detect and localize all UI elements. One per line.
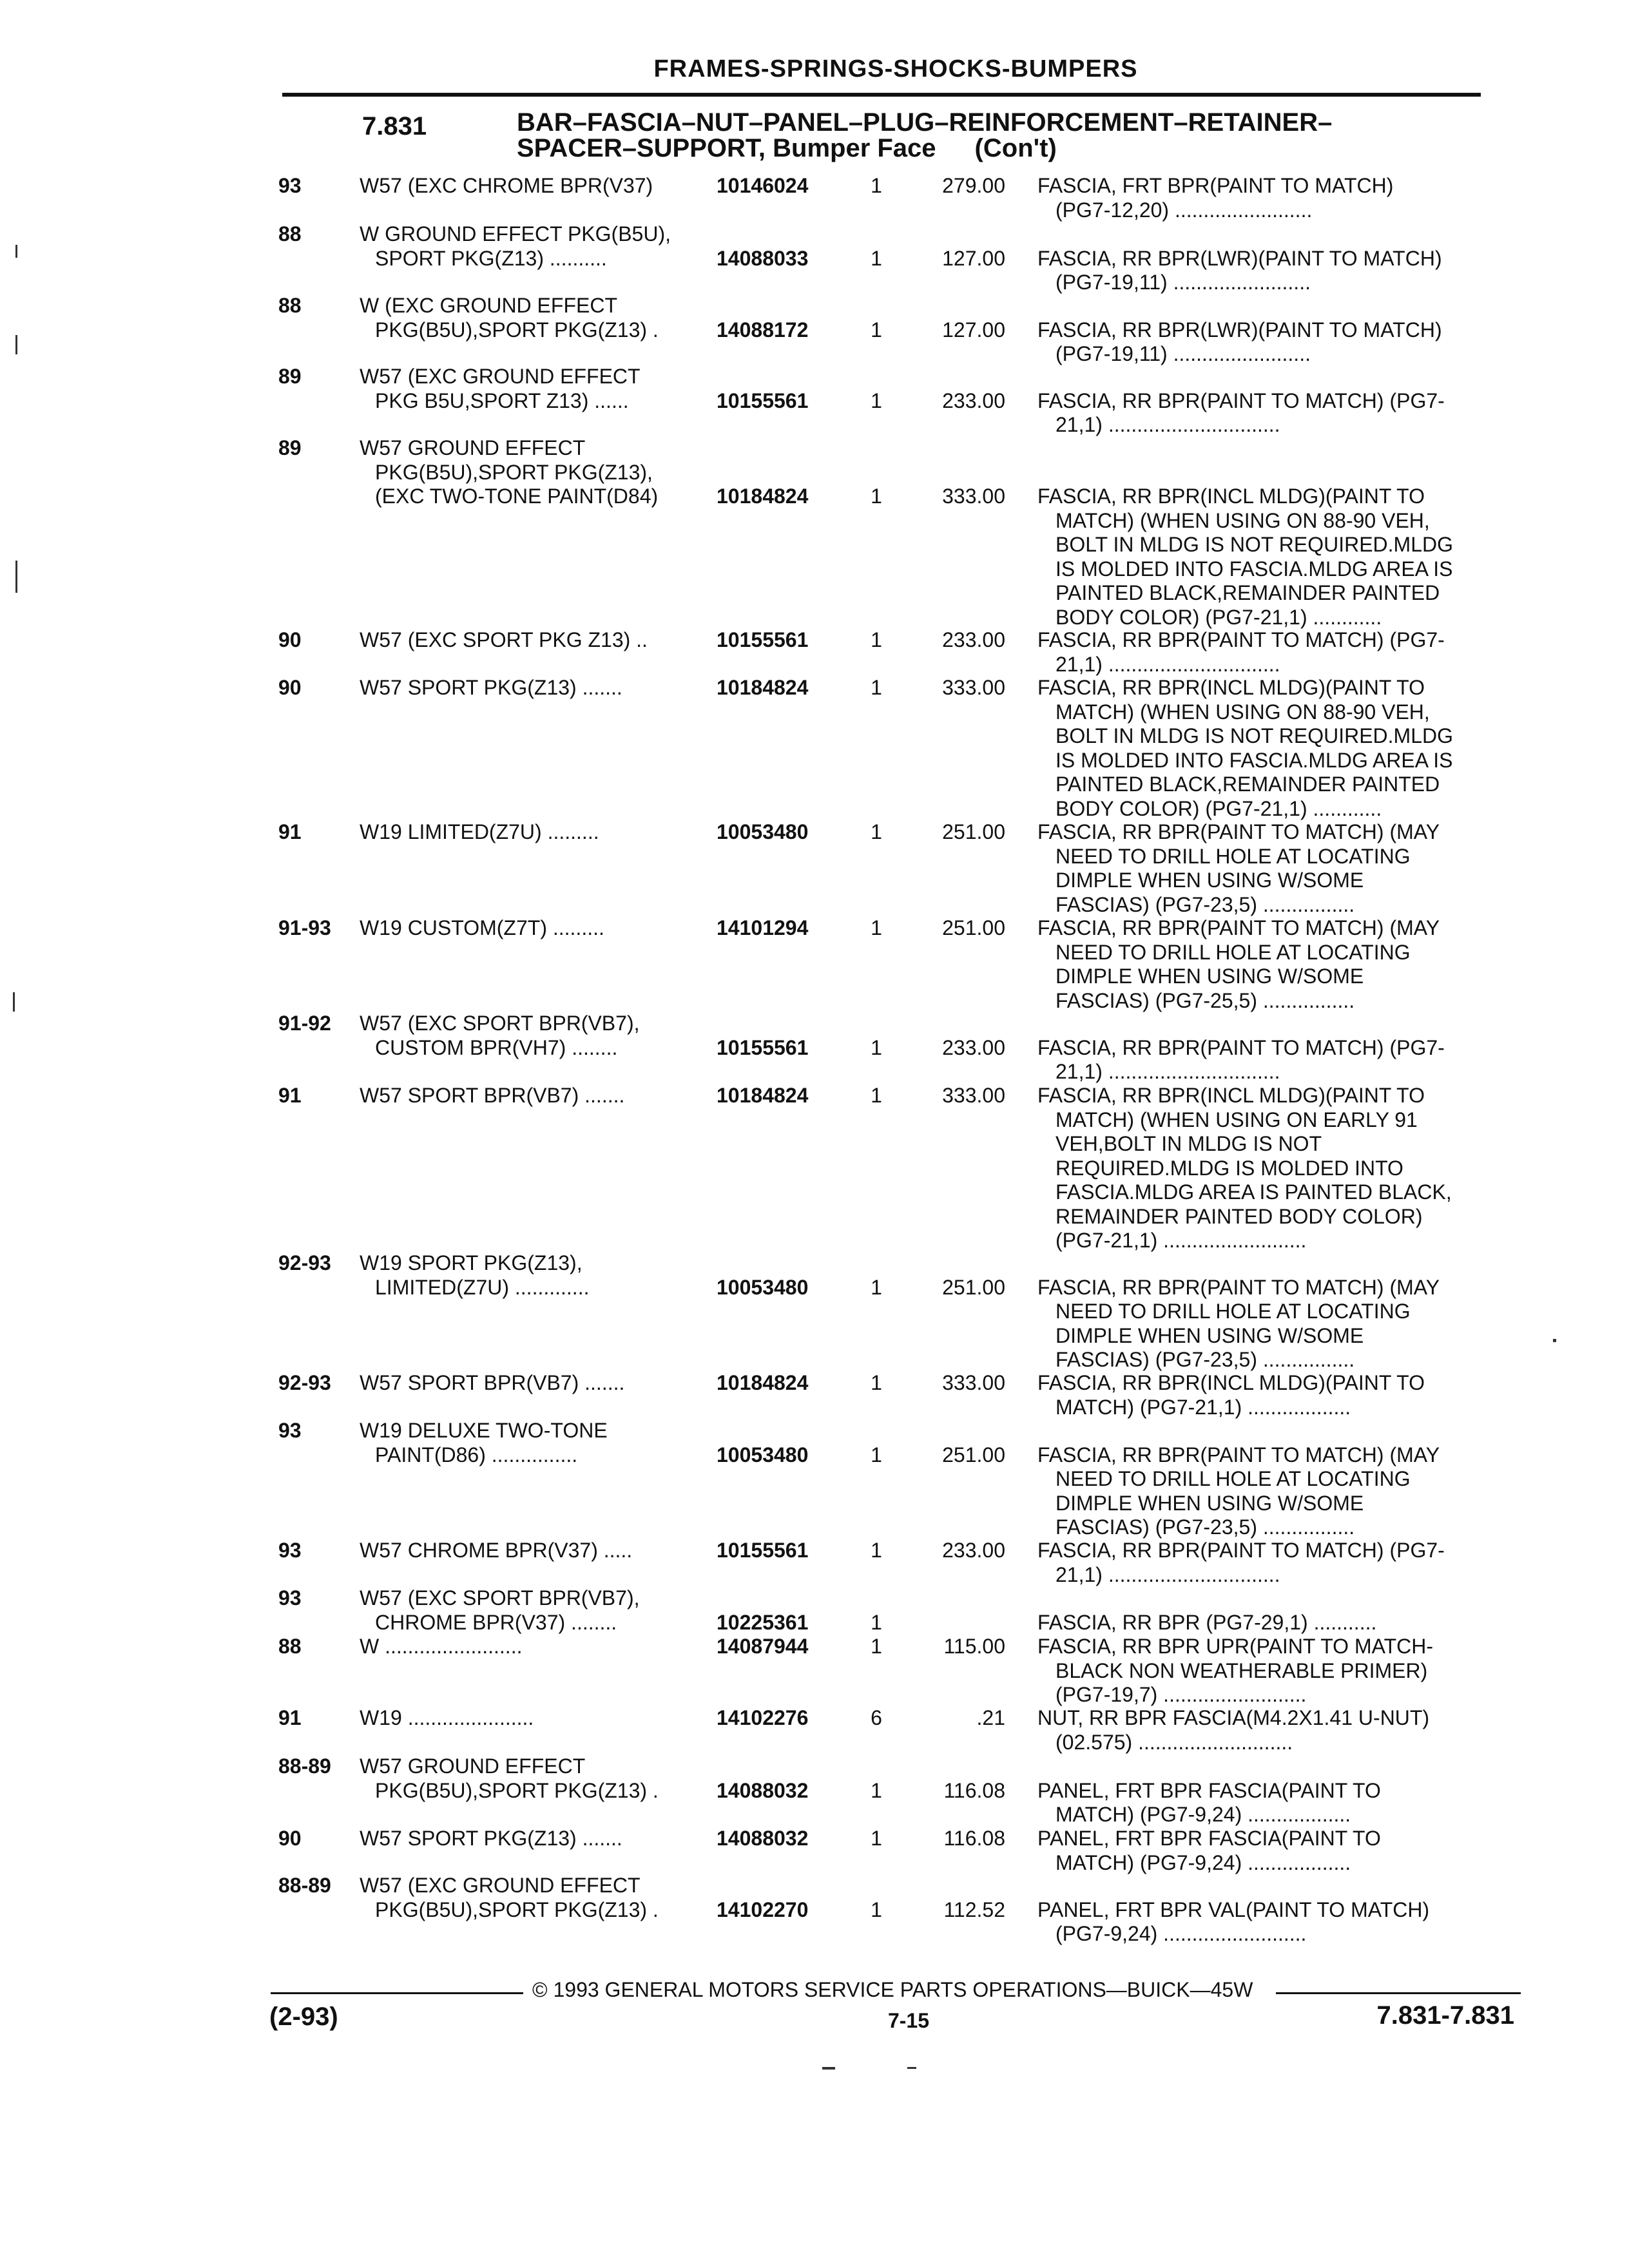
description-line: FASCIAS) (PG7-23,5) ................ (1055, 1515, 1355, 1539)
description-line: VEH,BOLT IN MLDG IS NOT (1055, 1132, 1322, 1155)
description-line: FASCIA, RR BPR(PAINT TO MATCH) (PG7- (1037, 1539, 1445, 1562)
model-year: 88 (278, 294, 302, 317)
part-description (1037, 1635, 1501, 1707)
description-line: FASCIA.MLDG AREA IS PAINTED BLACK, (1055, 1180, 1452, 1204)
model-year: 90 (278, 676, 302, 699)
usage-line: W57 (EXC SPORT PKG Z13) .. (360, 628, 648, 651)
model-year: 88-89 (278, 1874, 331, 1897)
quantity: 1 (871, 1035, 882, 1059)
part-description (1037, 1371, 1501, 1419)
part-number: 14087944 (717, 1635, 809, 1658)
model-year: 91-92 (278, 1012, 331, 1035)
description-line: (PG7-9,24) ......................... (1055, 1922, 1307, 1945)
usage-context (360, 1706, 701, 1731)
part-number: 10184824 (717, 676, 809, 699)
description-line: PANEL, FRT BPR FASCIA(PAINT TO (1037, 1827, 1381, 1850)
part-number: 10155561 (717, 1035, 809, 1059)
description-line: FASCIA, RR BPR(LWR)(PAINT TO MATCH) (1037, 318, 1442, 341)
description-line: PANEL, FRT BPR FASCIA(PAINT TO (1037, 1778, 1381, 1802)
description-line: FASCIA, RR BPR(PAINT TO MATCH) (PG7- (1037, 1035, 1445, 1059)
description-line: PANEL, FRT BPR VAL(PAINT TO MATCH) (1037, 1898, 1430, 1921)
model-year: 88-89 (278, 1754, 331, 1778)
usage-line: W57 SPORT BPR(VB7) ....... (360, 1084, 625, 1107)
usage-line: PAINT(D86) ............... (375, 1443, 578, 1466)
description-line: FASCIA, RR BPR (PG7-29,1) ........... (1037, 1610, 1377, 1634)
part-number: 14088172 (717, 318, 809, 341)
description-line: (02.575) ........................... (1055, 1730, 1293, 1754)
quantity: 1 (871, 246, 882, 270)
model-year: 91 (278, 820, 302, 843)
description-line: IS MOLDED INTO FASCIA.MLDG AREA IS (1055, 748, 1453, 772)
description-line: (PG7-21,1) ......................... (1055, 1229, 1307, 1252)
usage-line: W57 GROUND EFFECT (360, 1754, 586, 1778)
description-line: FASCIA, RR BPR(PAINT TO MATCH) (PG7- (1037, 628, 1445, 651)
price: 233.00 (942, 628, 1005, 651)
model-year: 89 (278, 365, 302, 388)
usage-line: CUSTOM BPR(VH7) ........ (375, 1035, 618, 1059)
description-line: FASCIAS) (PG7-23,5) ................ (1055, 892, 1355, 916)
usage-line: W19 LIMITED(Z7U) ......... (360, 820, 599, 843)
quantity: 1 (871, 820, 882, 843)
price: 333.00 (942, 676, 1005, 699)
scan-mark (822, 2067, 835, 2070)
price: 116.08 (943, 1778, 1005, 1802)
quantity: 1 (871, 676, 882, 699)
price: 127.00 (942, 318, 1005, 341)
scan-mark (15, 561, 17, 593)
usage-line: W ........................ (360, 1635, 523, 1658)
description-line: BODY COLOR) (PG7-21,1) ............ (1055, 605, 1382, 629)
description-line: MATCH) (PG7-9,24) .................. (1055, 1850, 1351, 1874)
price: 333.00 (942, 1084, 1005, 1107)
footer-date: (2-93) (269, 2003, 338, 2031)
description-line: 21,1) .............................. (1055, 413, 1280, 436)
model-year: 90 (278, 628, 302, 651)
usage-context (360, 436, 701, 509)
usage-line: W57 (EXC GROUND EFFECT (360, 1874, 641, 1897)
part-number: 10053480 (717, 1275, 809, 1299)
description-line: (PG7-12,20) ........................ (1055, 198, 1313, 222)
part-number: 14101294 (717, 916, 809, 939)
price: 233.00 (942, 389, 1005, 412)
page-title: FRAMES-SPRINGS-SHOCKS-BUMPERS (653, 55, 1138, 82)
usage-line: W57 SPORT PKG(Z13) ....... (360, 1827, 622, 1850)
description-line: NEED TO DRILL HOLE AT LOCATING (1055, 1300, 1411, 1323)
model-year: 92-93 (278, 1251, 331, 1274)
scan-mark (1553, 1339, 1556, 1342)
usage-line: W19 ...................... (360, 1706, 534, 1729)
quantity: 1 (871, 485, 882, 508)
footer-rule-left (271, 1992, 523, 1994)
price: 251.00 (942, 1443, 1005, 1466)
usage-line: PKG(B5U),SPORT PKG(Z13), (375, 460, 653, 484)
part-number: 10155561 (717, 1539, 809, 1562)
model-year: 89 (278, 436, 302, 459)
usage-context (360, 1635, 701, 1659)
usage-line: PKG(B5U),SPORT PKG(Z13) . (375, 1898, 659, 1921)
description-line: FASCIA, RR BPR(LWR)(PAINT TO MATCH) (1037, 246, 1442, 270)
quantity: 6 (871, 1706, 882, 1729)
part-number: 14088032 (717, 1778, 809, 1802)
price: 279.00 (942, 174, 1005, 197)
usage-line: LIMITED(Z7U) ............. (375, 1275, 590, 1299)
price: 127.00 (942, 246, 1005, 270)
quantity: 1 (871, 1778, 882, 1802)
description-line: MATCH) (WHEN USING ON EARLY 91 (1055, 1108, 1418, 1131)
quantity: 1 (871, 389, 882, 412)
part-description (1037, 916, 1501, 1013)
usage-line: PKG B5U,SPORT Z13) ...... (375, 389, 629, 412)
usage-context (360, 1827, 701, 1851)
part-description (1037, 174, 1501, 222)
quantity: 1 (871, 1827, 882, 1850)
usage-context (360, 294, 701, 342)
usage-line: (EXC TWO-TONE PAINT(D84) (375, 485, 659, 508)
quantity: 1 (871, 1084, 882, 1107)
footer-rule-right (1276, 1992, 1521, 1994)
usage-context (360, 628, 701, 653)
price: 233.00 (942, 1035, 1005, 1059)
usage-line: W57 (EXC CHROME BPR(V37) (360, 174, 653, 197)
description-line: IS MOLDED INTO FASCIA.MLDG AREA IS (1055, 557, 1453, 581)
usage-context (360, 916, 701, 941)
price: 251.00 (942, 1275, 1005, 1299)
price: 251.00 (942, 820, 1005, 843)
description-line: PAINTED BLACK,REMAINDER PAINTED (1055, 581, 1440, 604)
description-line: FASCIA, RR BPR(INCL MLDG)(PAINT TO (1037, 676, 1425, 699)
model-year: 93 (278, 1586, 302, 1610)
price: 116.08 (943, 1827, 1005, 1850)
usage-context (360, 365, 701, 413)
model-year: 93 (278, 1419, 302, 1442)
part-description (1037, 1276, 1501, 1372)
usage-context (360, 1419, 701, 1467)
usage-line: W19 DELUXE TWO-TONE (360, 1419, 608, 1442)
description-line: MATCH) (PG7-9,24) .................. (1055, 1803, 1351, 1826)
part-number: 14088033 (717, 246, 809, 270)
usage-context (360, 1874, 701, 1922)
part-number: 14102276 (717, 1706, 809, 1729)
description-line: FASCIAS) (PG7-23,5) ................ (1055, 1348, 1355, 1371)
model-year: 88 (278, 222, 302, 245)
usage-line: W57 SPORT BPR(VB7) ....... (360, 1371, 625, 1394)
usage-line: W57 (EXC SPORT BPR(VB7), (360, 1012, 640, 1035)
part-description (1037, 1539, 1501, 1587)
description-line: DIMPLE WHEN USING W/SOME (1055, 1491, 1364, 1515)
description-line: BOLT IN MLDG IS NOT REQUIRED.MLDG (1055, 533, 1453, 556)
section-title-line2: SPACER–SUPPORT, Bumper Face (517, 134, 936, 162)
description-line: PAINTED BLACK,REMAINDER PAINTED (1055, 773, 1440, 796)
quantity: 1 (871, 916, 882, 939)
part-number: 10053480 (717, 820, 809, 843)
usage-line: W19 CUSTOM(Z7T) ......... (360, 916, 604, 939)
part-description (1037, 1443, 1501, 1540)
scan-mark (15, 245, 17, 258)
description-line: (PG7-19,11) ........................ (1055, 342, 1311, 365)
model-year: 88 (278, 1635, 302, 1658)
quantity: 1 (871, 1443, 882, 1466)
usage-context (360, 1251, 701, 1300)
price: .21 (976, 1706, 1005, 1729)
description-line: NEED TO DRILL HOLE AT LOCATING (1055, 1467, 1411, 1490)
price: 333.00 (942, 1371, 1005, 1394)
part-description (1037, 1611, 1501, 1635)
quantity: 1 (871, 1539, 882, 1562)
part-number: 10155561 (717, 628, 809, 651)
description-line: FASCIA, RR BPR(PAINT TO MATCH) (MAY (1037, 820, 1440, 843)
part-number: 10184824 (717, 1371, 809, 1394)
part-description (1037, 247, 1501, 295)
usage-line: W19 SPORT PKG(Z13), (360, 1251, 583, 1274)
usage-line: PKG(B5U),SPORT PKG(Z13) . (375, 318, 659, 341)
part-description (1037, 318, 1501, 367)
section-title-line1: BAR–FASCIA–NUT–PANEL–PLUG–REINFORCEMENT–RETAINER– (517, 108, 1333, 137)
usage-line: W57 SPORT PKG(Z13) ....... (360, 676, 622, 699)
part-description (1037, 820, 1501, 917)
part-number: 14088032 (717, 1827, 809, 1850)
price: 333.00 (942, 485, 1005, 508)
description-line: 21,1) .............................. (1055, 1060, 1280, 1083)
quantity: 1 (871, 1610, 882, 1634)
description-line: FASCIA, RR BPR(INCL MLDG)(PAINT TO (1037, 1371, 1425, 1394)
description-line: 21,1) .............................. (1055, 652, 1280, 676)
part-description (1037, 1779, 1501, 1827)
price: 233.00 (942, 1539, 1005, 1562)
description-line: FASCIA, RR BPR(PAINT TO MATCH) (MAY (1037, 1443, 1440, 1466)
usage-context (360, 1084, 701, 1108)
quantity: 1 (871, 318, 882, 341)
description-line: FASCIA, RR BPR(INCL MLDG)(PAINT TO (1037, 485, 1425, 508)
model-year: 91 (278, 1706, 302, 1729)
description-line: DIMPLE WHEN USING W/SOME (1055, 1323, 1364, 1347)
scan-mark (15, 335, 17, 354)
usage-line: W57 GROUND EFFECT (360, 436, 586, 459)
part-description (1037, 485, 1501, 629)
usage-line: W57 CHROME BPR(V37) ..... (360, 1539, 633, 1562)
description-line: REMAINDER PAINTED BODY COLOR) (1055, 1204, 1423, 1228)
usage-line: PKG(B5U),SPORT PKG(Z13) . (375, 1778, 659, 1802)
footer-copyright: © 1993 GENERAL MOTORS SERVICE PARTS OPERATIONS—BUICK—45W (532, 1978, 1253, 2001)
model-year: 91 (278, 1084, 302, 1107)
quantity: 1 (871, 1371, 882, 1394)
quantity: 1 (871, 174, 882, 197)
usage-line: W GROUND EFFECT PKG(B5U), (360, 222, 671, 245)
description-line: MATCH) (WHEN USING ON 88-90 VEH, (1055, 508, 1430, 532)
usage-context (360, 676, 701, 700)
usage-line: W57 (EXC GROUND EFFECT (360, 365, 641, 388)
footer-section-range: 7.831-7.831 (1376, 2001, 1514, 2030)
price: 115.00 (943, 1635, 1005, 1658)
model-year: 90 (278, 1827, 302, 1850)
description-line: BLACK NON WEATHERABLE PRIMER) (1055, 1658, 1428, 1682)
description-line: BOLT IN MLDG IS NOT REQUIRED.MLDG (1055, 724, 1453, 747)
description-line: FASCIAS) (PG7-25,5) ................ (1055, 988, 1355, 1012)
usage-line: CHROME BPR(V37) ........ (375, 1610, 617, 1634)
model-year: 91-93 (278, 916, 331, 939)
description-line: DIMPLE WHEN USING W/SOME (1055, 965, 1364, 988)
description-line: NEED TO DRILL HOLE AT LOCATING (1055, 844, 1411, 868)
price: 112.52 (943, 1898, 1005, 1921)
model-year: 92-93 (278, 1371, 331, 1394)
description-line: FASCIA, RR BPR UPR(PAINT TO MATCH- (1037, 1635, 1433, 1658)
description-line: NUT, RR BPR FASCIA(M4.2X1.41 U-NUT) (1037, 1706, 1430, 1729)
description-line: MATCH) (PG7-21,1) .................. (1055, 1395, 1351, 1419)
part-number: 10184824 (717, 1084, 809, 1107)
description-line: (PG7-19,11) ........................ (1055, 271, 1311, 294)
usage-line: SPORT PKG(Z13) .......... (375, 246, 607, 270)
description-line: NEED TO DRILL HOLE AT LOCATING (1055, 940, 1411, 964)
model-year: 93 (278, 174, 302, 197)
description-line: FASCIA, RR BPR(PAINT TO MATCH) (PG7- (1037, 389, 1445, 412)
scan-mark (907, 2067, 916, 2069)
description-line: FASCIA, RR BPR(INCL MLDG)(PAINT TO (1037, 1084, 1425, 1107)
part-number: 10225361 (717, 1610, 809, 1634)
part-number: 10146024 (717, 174, 809, 197)
part-number: 14102270 (717, 1898, 809, 1921)
description-line: FASCIA, RR BPR(PAINT TO MATCH) (MAY (1037, 916, 1440, 939)
quantity: 1 (871, 1635, 882, 1658)
part-description (1037, 1036, 1501, 1084)
usage-context (360, 1754, 701, 1803)
footer-page-number: 7-15 (887, 2009, 930, 2032)
description-line: REQUIRED.MLDG IS MOLDED INTO (1055, 1156, 1403, 1180)
part-description (1037, 1827, 1501, 1875)
section-title-cont: (Con't) (974, 134, 1057, 162)
quantity: 1 (871, 1275, 882, 1299)
scan-mark (13, 992, 15, 1012)
price: 251.00 (942, 916, 1005, 939)
part-description (1037, 1898, 1501, 1946)
usage-context (360, 222, 701, 271)
usage-context (360, 1371, 701, 1396)
part-description (1037, 676, 1501, 821)
part-description (1037, 389, 1501, 437)
quantity: 1 (871, 628, 882, 651)
description-line: MATCH) (WHEN USING ON 88-90 VEH, (1055, 700, 1430, 724)
part-description (1037, 1706, 1501, 1754)
description-line: FASCIA, RR BPR(PAINT TO MATCH) (MAY (1037, 1275, 1440, 1299)
part-description (1037, 628, 1501, 677)
part-number: 10184824 (717, 485, 809, 508)
usage-context (360, 820, 701, 845)
description-line: 21,1) .............................. (1055, 1562, 1280, 1586)
usage-context (360, 1012, 701, 1060)
part-description (1037, 1084, 1501, 1253)
part-number: 10053480 (717, 1443, 809, 1466)
description-line: (PG7-19,7) ......................... (1055, 1683, 1307, 1706)
description-line: BODY COLOR) (PG7-21,1) ............ (1055, 796, 1382, 820)
usage-line: W (EXC GROUND EFFECT (360, 294, 617, 317)
usage-context (360, 1539, 701, 1563)
usage-line: W57 (EXC SPORT BPR(VB7), (360, 1586, 640, 1610)
description-line: FASCIA, FRT BPR(PAINT TO MATCH) (1037, 174, 1394, 197)
section-number: 7.831 (362, 112, 427, 140)
description-line: DIMPLE WHEN USING W/SOME (1055, 869, 1364, 892)
usage-context (360, 1586, 701, 1635)
model-year: 93 (278, 1539, 302, 1562)
usage-context (360, 174, 701, 198)
quantity: 1 (871, 1898, 882, 1921)
part-number: 10155561 (717, 389, 809, 412)
